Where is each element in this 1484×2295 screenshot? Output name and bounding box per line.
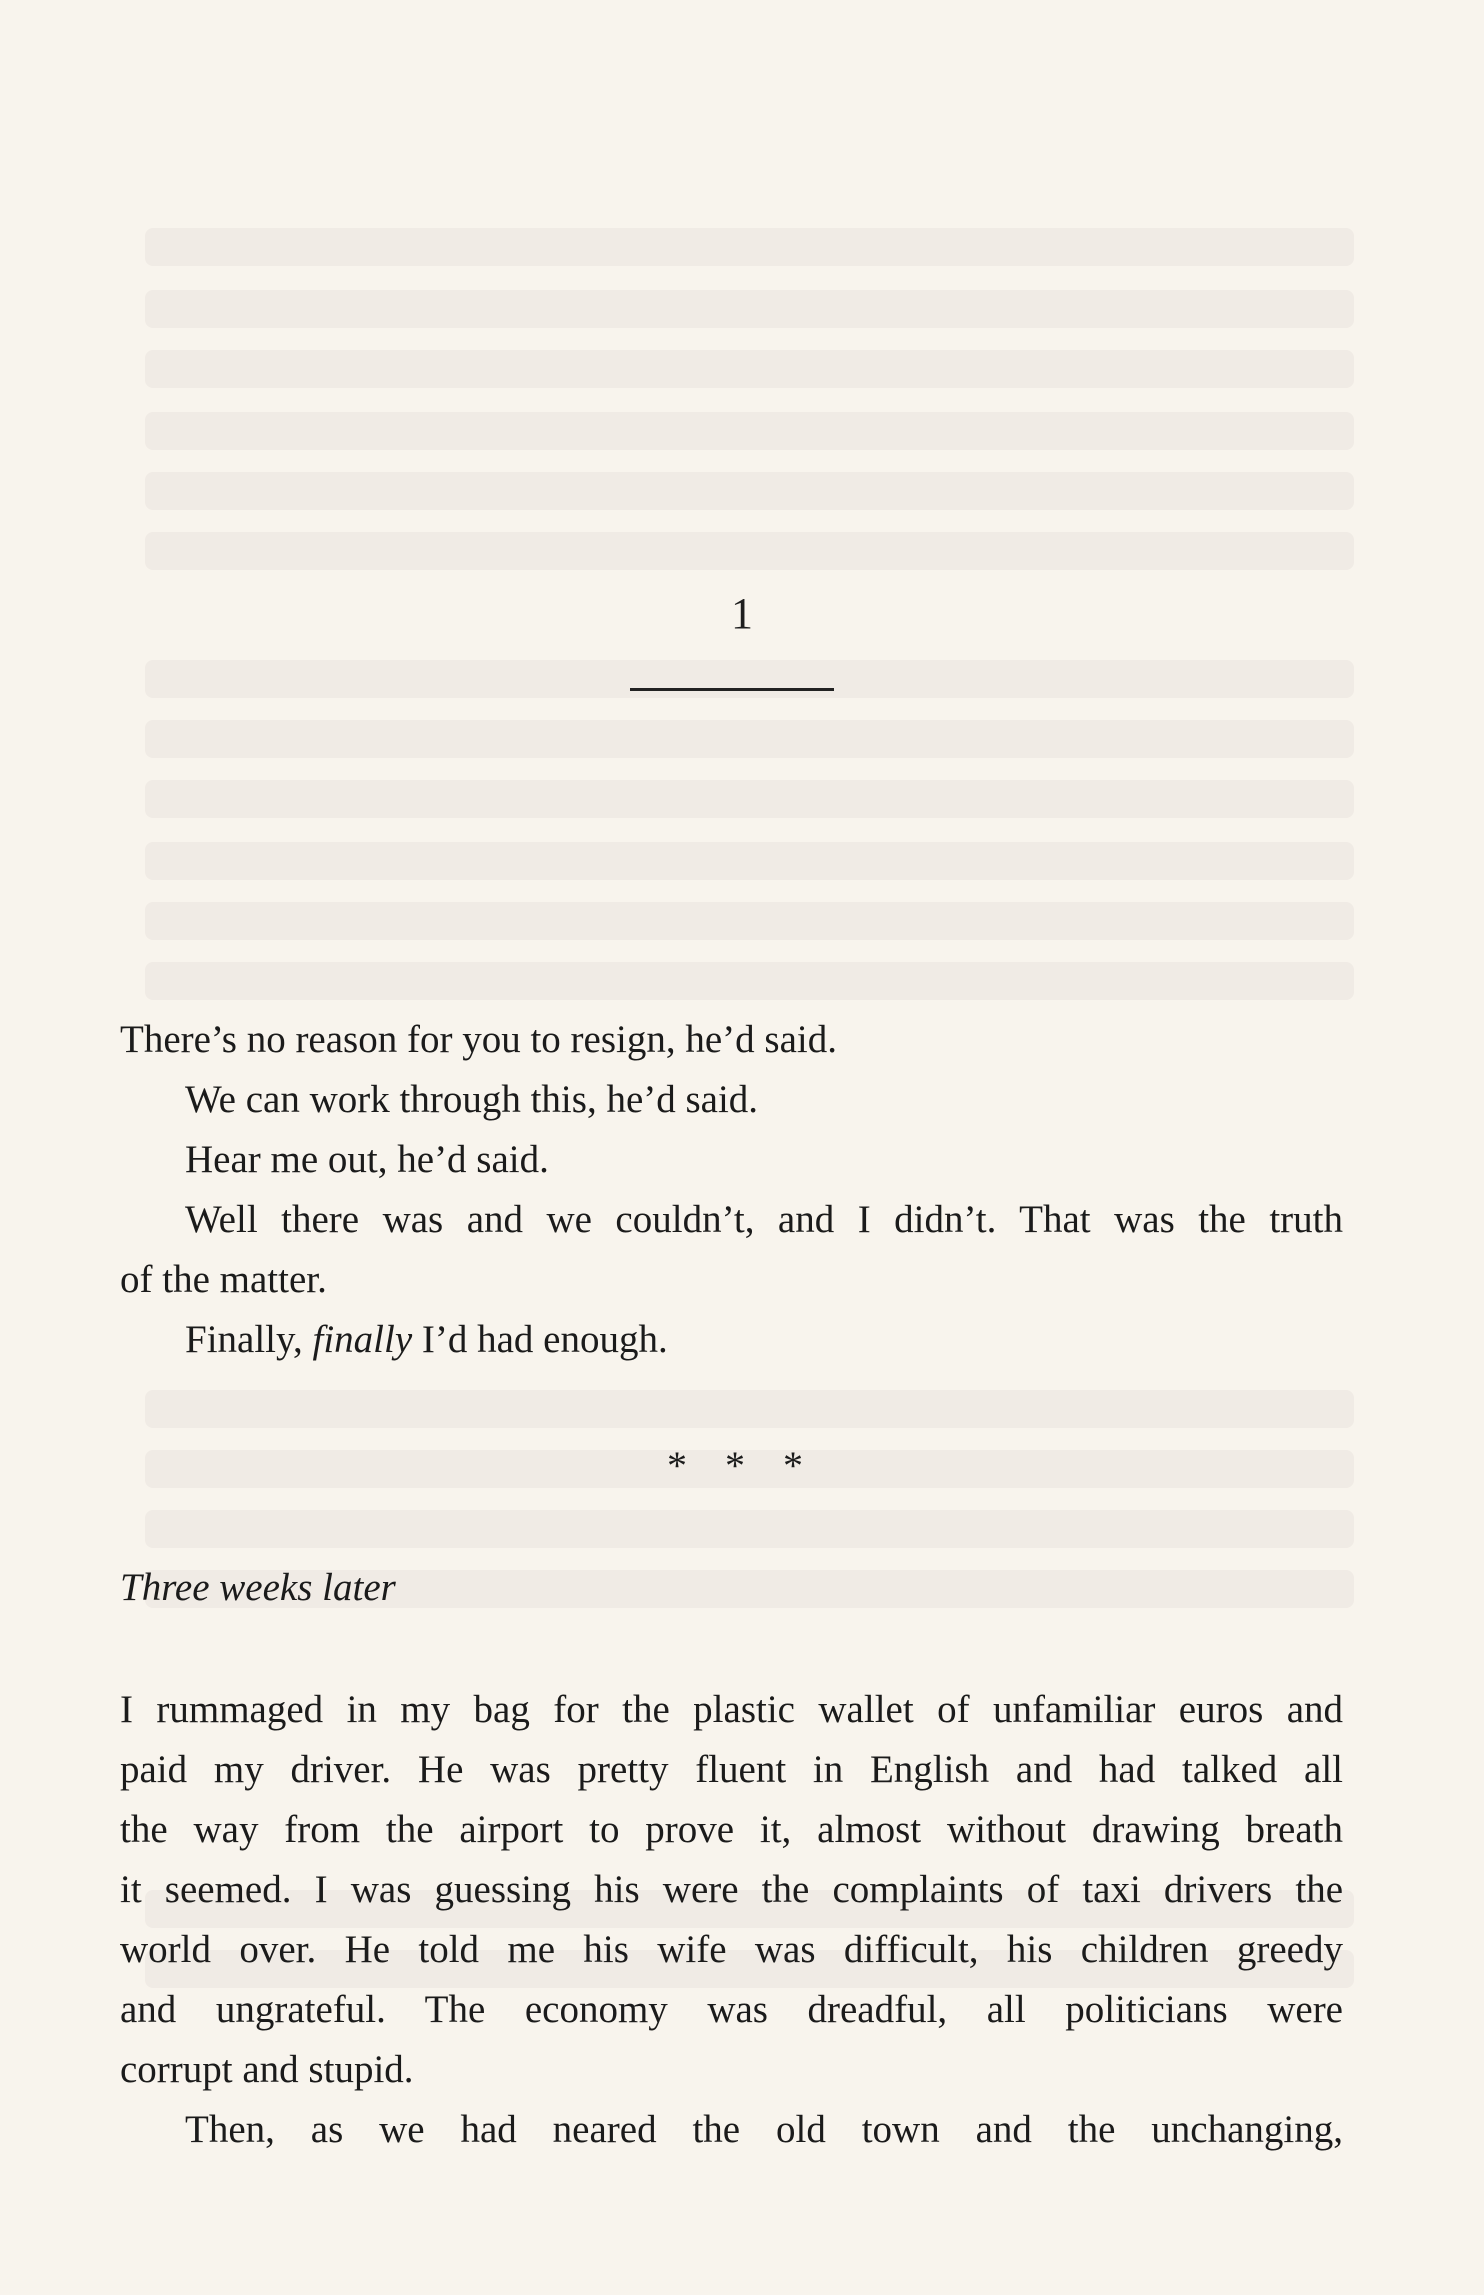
paragraph-line: the way from the airport to prove it, almost without drawing breath: [120, 1808, 1343, 1851]
paragraph-line: [185, 1320, 1343, 1359]
paragraph-line: corrupt and stupid.: [120, 2048, 414, 2091]
show-through-band: [145, 660, 1354, 698]
scene-break: * * *: [667, 1443, 817, 1488]
show-through-band: [145, 1390, 1354, 1428]
paragraph-text: I’d had enough.: [412, 1318, 668, 1361]
show-through-band: [145, 962, 1354, 1000]
paragraph-line: I rummaged in my bag for the plastic wallet of unfamiliar euros and: [120, 1688, 1343, 1731]
show-through-band: [145, 720, 1354, 758]
paragraph-line: Then, as we had neared the old town and the unchanging,: [185, 2108, 1343, 2151]
show-through-band: [145, 842, 1354, 880]
show-through-band: [145, 350, 1354, 388]
show-through-band: [145, 1510, 1354, 1548]
show-through-band: [145, 902, 1354, 940]
show-through-band: [145, 780, 1354, 818]
paragraph-line: Hear me out, he’d said.: [185, 1138, 549, 1181]
paragraph-line: Well there was and we couldn’t, and I didn’t. That was the truth: [185, 1198, 1343, 1241]
paragraph-line: We can work through this, he’d said.: [185, 1078, 759, 1121]
paragraph-line: it seemed. I was guessing his were the complaints of taxi drivers the: [120, 1868, 1343, 1911]
chapter-rule: [630, 688, 834, 691]
paragraph-line: There’s no reason for you to resign, he’d said.: [120, 1018, 837, 1061]
emphasis-text: finally: [312, 1318, 413, 1361]
show-through-band: [145, 532, 1354, 570]
show-through-band: [145, 472, 1354, 510]
paragraph-line: of the matter.: [120, 1258, 327, 1301]
chapter-number: 1: [731, 589, 753, 638]
paragraph-line: paid my driver. He was pretty fluent in English and had talked all: [120, 1748, 1343, 1791]
paragraph-text: Finally,: [185, 1318, 313, 1361]
show-through-band: [145, 290, 1354, 328]
paragraph-line: and ungrateful. The economy was dreadful, all politicians were: [120, 1988, 1343, 2031]
show-through-band: [145, 228, 1354, 266]
section-heading: Three weeks later: [120, 1566, 396, 1609]
paragraph-line: world over. He told me his wife was difficult, his children greedy: [120, 1928, 1343, 1971]
show-through-band: [145, 412, 1354, 450]
